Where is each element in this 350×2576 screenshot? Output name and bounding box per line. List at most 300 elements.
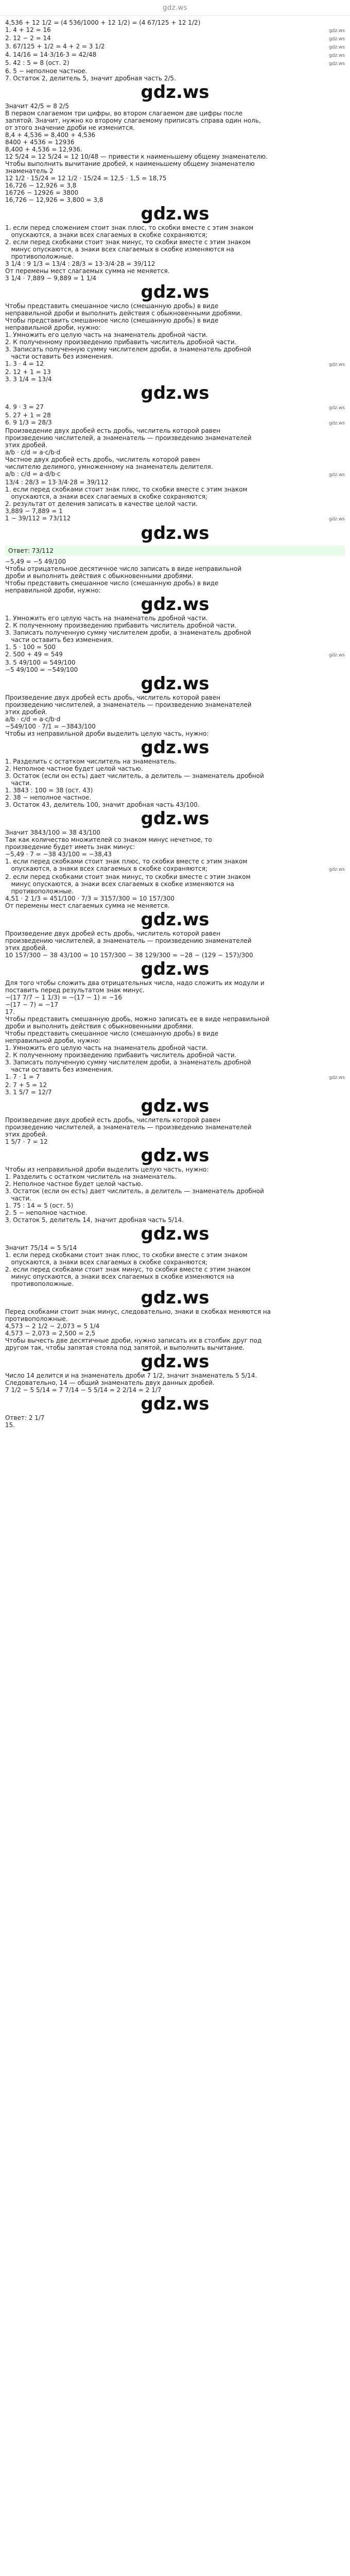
solution-line [5,1244,345,1251]
solution-line [5,1308,345,1315]
solution-line [5,1173,345,1180]
solution-line [5,794,345,801]
line-text: 2. К полученному произведению прибавить числитель дробной части. [5,1052,237,1059]
solution-line [5,1421,345,1429]
solution-line [5,558,345,565]
line-text: Чтобы из неправильной дроби выделить целую часть, нужно: [5,1166,209,1173]
line-text: 17. [5,1008,15,1015]
line-text: 3. Остаток (если он есть) дает числитель, а делитель — знаменатель дробной [5,1188,264,1195]
line-text: 2. К полученному произведению прибавить числитель дробной части. [5,622,237,629]
line-text: минус опускаются, а знаки всех слагаемых в скобке изменяются на [5,246,234,253]
line-text: В первом слагаемом три цифры, во втором слагаемом две цифры после [5,110,243,117]
line-text: −5,49 · 7 = −38 43/100 = −38,43 [5,851,112,858]
solution-line [5,376,345,383]
line-text: этих дробей. [5,708,47,716]
solution-line [5,239,345,246]
line-text: Чтобы представить смешанное число (смешанную дробь) в виде [5,1030,219,1037]
line-text: 4,51 · 2 1/3 = 451/100 · 7/3 = 3157/300 = 10 157/300 [5,895,175,902]
solution-line [5,651,345,659]
line-text: 1. 4 + 12 = 16 [5,26,51,33]
line-text: 1. если перед скобками стоит знак плюс, то скобки вместе с этим знаком [5,1251,248,1259]
line-text: 1. если перед скобками стоит знак плюс, то скобки вместе с этим знаком [5,858,248,865]
solution-line [5,730,345,737]
watermark: gdz.ws [141,594,209,615]
solution-line [5,1315,345,1323]
line-text: 3. 3 1/4 = 13/4 [5,376,52,383]
line-text: 2. 5 − неполное частное. [5,1209,87,1216]
solution-line [5,873,345,880]
solution-line [5,836,345,843]
line-text: −5,49 = −5 49/100 [5,558,66,565]
solution-line [5,167,345,175]
solution-line [5,67,345,75]
watermark-small: gdz.ws [328,37,345,42]
solution-line [5,479,345,486]
solution-line [5,1138,345,1145]
solution-line [5,160,345,167]
line-text: −(17 − 7) = −17 [5,1001,59,1008]
line-text: части. [5,1195,32,1202]
solution-line [5,463,345,470]
watermark: gdz.ws [141,737,209,758]
line-text: Чтобы представить смешанное число (смешанную дробь) в виде [5,302,219,310]
solution-line [5,1216,345,1224]
solution-line [5,1386,345,1394]
solution-line [5,486,345,493]
watermark: gdz.ws [141,82,209,103]
solution-line [5,231,345,239]
solution-line [5,267,345,275]
line-text: 4. 9 · 3 = 27 [5,403,44,411]
solution-line [5,1023,345,1030]
line-text: 2. результат от деления записать в качестве целой части. [5,500,198,507]
solution-line [5,1166,345,1173]
watermark: gdz.ws [141,1351,209,1372]
line-text: 4. 14/16 = 14·3/16·3 = 42/48 [5,51,97,58]
line-text: минус опускаются, а знаки всех слагаемых в скобке изменяются на [5,1273,234,1280]
line-text: Произведение двух дробей есть дробь, числитель которой равен [5,1116,221,1124]
line-text: 2. Неполное частное будет целой частью. [5,765,143,772]
line-text: 5. 42 : 5 = 8 (ост. 2) [5,59,69,66]
line-text: Чтобы представить смешанное число (смешанную дробь) в виде [5,580,219,587]
solution-line [5,51,345,59]
header [0,0,350,16]
solution-line [5,317,345,324]
watermark-small: gdz.ws [328,1075,345,1080]
solution-line [5,765,345,772]
line-text: 2. 12 − 2 = 14 [5,35,51,42]
line-text: 4,573 − 2 1/2 − 2,073 = 5 1/4 [5,1323,100,1330]
solution-line [5,75,345,82]
line-text: 2. Неполное частное будет целой частью. [5,1180,143,1188]
line-text: опускаются, а знаки всех слагаемых в скобке сохраняются; [5,865,208,872]
solution-line [5,758,345,765]
line-text: другом так, чтобы запятая стояла под запятой, и выполнить вычитание. [5,1344,245,1351]
watermark: gdz.ws [141,1394,209,1414]
line-text: 1. Умножить его целую часть на знаменатель дробной части. [5,615,208,622]
line-text: противоположные. [5,1315,68,1323]
line-text: 1. 7 · 1 = 7 [5,1073,40,1080]
line-text: 2. 12 + 1 = 13 [5,368,51,376]
solution-line [5,515,345,523]
solution-line [5,456,345,463]
line-text: 16,726 − 12,926 = 3,800 = 3,8 [5,196,103,204]
solution-line [5,1259,345,1266]
solution-line [5,434,345,442]
line-text: a/b · c/d = a·c/b·d [5,716,61,723]
line-text: 16,726 − 12,926 = 3,8 [5,182,77,189]
solution-line [5,1073,345,1081]
solution-line [5,1251,345,1259]
watermark: gdz.ws [141,808,209,829]
line-text: неправильной дроби, нужно: [5,587,101,594]
solution-line [5,35,345,43]
site-logo[interactable]: gdz.ws [163,4,187,12]
solution-line [5,902,345,909]
solution-line [5,1414,345,1421]
solution-line [5,1081,345,1089]
watermark: gdz.ws [141,1287,209,1308]
solution-content [0,16,350,1429]
solution-line [5,1379,345,1386]
solution-line [5,324,345,331]
solution-line [5,643,345,651]
line-text: Следовательно, 14 — общий знаменатель двух данных дробей. [5,1379,215,1386]
line-text: 1. Разделить с остатком числитель на знаменатель. [5,758,177,765]
watermark: gdz.ws [141,204,209,224]
solution-line [5,139,345,146]
line-text: 3. 67/125 + 1/2 = 4 + 2 = 3 1/2 [5,43,105,50]
solution-line [5,1323,345,1330]
solution-line [5,182,345,189]
line-text: 3. 5 49/100 = 549/100 [5,659,76,666]
line-text: Чтобы из неправильной дроби выделить целую часть, нужно: [5,730,209,737]
solution-line [5,117,345,124]
watermark: gdz.ws [141,959,209,979]
solution-line [5,880,345,888]
line-text: 15. [5,1421,15,1429]
solution-line [5,895,345,902]
solution-line [5,587,345,594]
solution-line [5,952,345,959]
line-text: −5 49/100 = −549/100 [5,666,78,673]
solution-line [5,701,345,708]
line-text: 6. 9 1/3 = 28/3 [5,419,52,426]
watermark: gdz.ws [141,673,209,694]
line-text: неправильной дроби, нужно: [5,1037,101,1044]
line-text: 13/4 : 28/3 = 13·3/4·28 = 39/112 [5,479,109,486]
solution-line [5,43,345,51]
line-text: −549/100 · 7/1 = −3843/100 [5,723,96,730]
line-text: Чтобы вычесть две десятичные дроби, нужно записать их в столбик друг под [5,1337,262,1344]
line-text: 3 1/4 · 7,889 − 9,889 = 1 1/4 [5,275,97,282]
watermark: gdz.ws [141,909,209,930]
solution-line [5,694,345,701]
line-text: 1 5/7 · 7 = 12 [5,1138,48,1145]
line-text: Чтобы представить смешанную дробь, можно записать ее в виде неправильной [5,1015,270,1023]
solution-line [5,865,345,873]
solution-line [5,565,345,572]
line-text: 1. если перед скобками стоит знак плюс, то скобки вместе с этим знаком [5,486,248,493]
line-text: 3. Записать полученную сумму числителем дроби, а знаменатель дробной [5,1059,251,1066]
solution-line [5,1124,345,1131]
line-text: Произведение двух дробей есть дробь, числитель которой равен [5,694,221,701]
solution-line [5,666,345,673]
line-text: Значит 42/5 = 8 2/5 [5,103,69,110]
line-text: дроби и выполнить действия с обыкновенными дробями. [5,572,194,580]
solution-line [5,615,345,622]
solution-line [5,572,345,580]
solution-line [5,260,345,267]
line-text: 1 − 39/112 = 73/112 [5,515,71,522]
solution-line [5,1052,345,1059]
line-text: части оставить без изменения. [5,1066,113,1073]
solution-line [5,858,345,865]
solution-line [5,937,345,944]
solution-line [5,310,345,317]
answer-line: Ответ: 73/112 [5,546,345,556]
solution-line [5,1044,345,1052]
line-text: Число 14 делится и на знаменатель дроби 7 1/2, значит знаменатель 5 5/14. [5,1372,257,1379]
line-text: 7. Остаток 2, делитель 5, значит дробная часть 2/5. [5,75,176,82]
line-text: 12 5/24 = 12 5/24 = 12 10/48 — привести к наименьшему общему знаменателю. [5,153,268,160]
watermark: gdz.ws [141,1096,209,1116]
line-text: 12 1/2 · 15/24 = 12 1/2 · 15/24 = 12,5 · 1,5 = 18,75 [5,175,167,182]
solution-line [5,26,345,35]
line-text: неправильной дроби и выполнить действия с обыкновенными дробями. [5,310,242,317]
solution-line [5,449,345,456]
solution-line [5,1089,345,1096]
line-text: 1. 3 · 4 = 12 [5,360,44,367]
solution-line [5,1180,345,1188]
solution-line [5,843,345,851]
solution-line [5,987,345,994]
line-text: Чтобы отрицательное десятичное число записать в виде неправильной [5,565,242,572]
line-text: Чтобы представить смешанное число (смешанную дробь) в виде [5,317,219,324]
solution-line [5,124,345,131]
line-text: произведение будет иметь знак минус: [5,843,135,851]
line-text: 3. Записать полученную сумму числителем дроби, а знаменатель дробной [5,629,251,636]
watermark: gdz.ws [141,1145,209,1166]
line-text: 3,889 − 7,889 = 1 [5,507,63,515]
watermark: gdz.ws [141,383,209,403]
line-text: 2. 500 + 49 = 549 [5,651,63,658]
line-text: неправильной дроби, нужно: [5,324,101,331]
line-text: противоположные. [5,253,74,260]
line-text: 3. Записать полученную сумму числителем дроби, а знаменатель дробной [5,346,251,353]
watermark-small: gdz.ws [328,61,345,66]
solution-line [5,888,345,895]
solution-line [5,979,345,987]
line-text: 10 157/300 − 38 43/100 = 10 157/300 − 38 129/300 = −28 − (129 − 157)/300 [5,952,253,959]
line-text: 2. если перед скобками стоит знак минус, то скобки вместе с этим знаком [5,239,251,246]
line-text: дроби и выполнить действия с обыкновенными дробями. [5,1023,194,1030]
solution-line [5,723,345,730]
solution-line [5,1188,345,1195]
solution-line [5,1344,345,1351]
line-text: Перед скобками стоит знак минус, следовательно, знаки в скобках меняются на [5,1308,271,1315]
solution-line [5,331,345,338]
solution-line [5,427,345,434]
line-text: опускаются, а знаки всех слагаемых в скобке сохраняются; [5,493,208,500]
line-text: произведению числителей, а знаменатель — произведению знаменателей [5,434,252,442]
line-text: 2. если перед скобками стоит знак минус, то скобки вместе с этим знаком [5,873,251,880]
solution-line [5,412,345,419]
solution-line [5,636,345,643]
solution-line [5,1330,345,1337]
line-text: a/b · c/d = a·c/b·d [5,449,61,456]
watermark-small: gdz.ws [328,28,345,33]
solution-line [5,196,345,204]
solution-line [5,338,345,346]
line-text: 2. К полученному произведению прибавить числитель дробной части. [5,338,237,346]
line-text: Значит 3843/100 = 38 43/100 [5,829,101,836]
solution-line [5,59,345,67]
line-text: a/b : c/d = a·d/b·c [5,470,61,478]
line-text: минус опускаются, а знаки всех слагаемых в скобке изменяются на [5,880,234,888]
solution-line [5,801,345,808]
solution-line [5,622,345,629]
solution-line [5,1209,345,1216]
solution-line [5,1008,345,1015]
line-text: 1. 75 : 14 = 5 (ост. 5) [5,1202,74,1209]
watermark-small: gdz.ws [328,421,345,426]
line-text: противоположные. [5,888,74,895]
solution-line [5,103,345,110]
solution-line [5,659,345,666]
solution-line [5,1266,345,1273]
solution-line [5,1280,345,1287]
watermark-small: gdz.ws [328,45,345,50]
solution-line [5,470,345,479]
line-text: 4,536 + 12 1/2 = (4 536/1000 + 12 1/2) = (4 67/125 + 12 1/2) [5,19,201,26]
watermark: gdz.ws [141,282,209,302]
line-text: От перемены мест слагаемых сумма не меняется. [5,902,170,909]
solution-line [5,368,345,376]
solution-line [5,419,345,427]
line-text: 4,573 − 2,073 = 2,500 = 2,5 [5,1330,96,1337]
watermark-small: gdz.ws [328,53,345,58]
line-text: 3. Остаток 5, делитель 14, значит дробная часть 5/14. [5,1216,184,1224]
solution-line [5,153,345,160]
solution-line [5,346,345,353]
solution-line [5,629,345,636]
line-text: числителю делимого, умноженному на знаменатель делителя. [5,463,213,470]
solution-line [5,1337,345,1344]
solution-line [5,302,345,310]
watermark-small: gdz.ws [328,472,345,478]
line-text: Значит 75/14 = 5 5/14 [5,1244,77,1251]
line-text: знаменатель 2 [5,167,54,175]
solution-line [5,829,345,836]
line-text: произведению числителей, а знаменатель — произведению знаменателей [5,937,252,944]
solution-line [5,131,345,139]
solution-line [5,500,345,507]
solution-line [5,360,345,368]
solution-line [5,493,345,500]
line-text: этих дробей. [5,1131,47,1138]
line-text: опускаются, а знаки всех слагаемых в скобке сохраняются; [5,231,208,239]
line-text: 7 1/2 − 5 5/14 = 7 7/14 − 5 5/14 = 2 2/14 = 2 1/7 [5,1386,162,1394]
watermark-small: gdz.ws [328,867,345,872]
solution-line [5,19,345,26]
solution-line [5,253,345,260]
solution-line [5,787,345,794]
line-text: произведению числителей, а знаменатель — произведению знаменателей [5,1124,252,1131]
line-text: 16726 − 12926 = 3800 [5,189,79,196]
line-text: Частное двух дробей есть дробь, числитель которой равен [5,456,200,463]
solution-line [5,1372,345,1379]
solution-line [5,146,345,153]
line-text: 3. Остаток (если он есть) дает числитель, а делитель — знаменатель дробной [5,772,264,779]
solution-line [5,1030,345,1037]
solution-line [5,994,345,1001]
line-text: 2. 38 − неполное частное. [5,794,92,801]
line-text: 2. 7 + 5 = 12 [5,1081,47,1089]
line-text: 3 1/4 : 9 1/3 = 13/4 : 28/3 = 13·3/4·28 = 39/112 [5,260,155,267]
watermark-small: gdz.ws [328,653,345,658]
line-text: 1. 3843 : 100 = 38 (ост. 43) [5,787,93,794]
solution-line [5,930,345,937]
solution-line [5,1116,345,1124]
solution-line [5,1202,345,1209]
solution-line [5,716,345,723]
line-text: 1. 5 · 100 = 500 [5,643,56,651]
watermark-small: gdz.ws [328,405,345,411]
line-text: 1. если перед сложением стоит знак плюс, то скобки вместе с этим знаком [5,224,254,231]
solution-line [5,189,345,196]
solution-line [5,275,345,282]
solution-line [5,1015,345,1023]
line-text: 3. 1 5/7 = 12/7 [5,1089,52,1096]
line-text: Произведение двух дробей есть дробь, числитель которой равен [5,427,221,434]
solution-line [5,1195,345,1202]
line-text: 8,4 + 4,536 = 8,400 + 4,536 [5,131,96,139]
line-text: от этого значение дроби не изменится. [5,124,135,131]
solution-line [5,1273,345,1280]
line-text: −(17 7/7 − 1 1/3) = −(17 − 1) = −16 [5,994,122,1001]
solution-line [5,779,345,787]
solution-line [5,708,345,716]
solution-line [5,403,345,412]
solution-line [5,1037,345,1044]
line-text: части оставить без изменения. [5,636,113,643]
solution-line [5,442,345,449]
watermark-small: gdz.ws [328,362,345,367]
line-text: 3. Остаток 43, делитель 100, значит дробная часть 43/100. [5,801,200,808]
line-text: 8,400 + 4,536 = 12,936. [5,146,82,153]
line-text: 8400 + 4536 = 12936 [5,139,75,146]
solution-line [5,772,345,779]
solution-line [5,851,345,858]
line-text: произведению числителей, а знаменатель — произведению знаменателей [5,701,252,708]
solution-line [5,110,345,117]
line-text: 1. Умножить его целую часть на знаменатель дробной части. [5,1044,208,1052]
line-text: 2. если перед скобками стоит знак минус, то скобки вместе с этим знаком [5,1266,251,1273]
solution-line [5,175,345,182]
solution-line [5,944,345,952]
line-text: запятой. Значит, нужно ко второму слагаемому приписать справа один ноль, [5,117,261,124]
solution-line [5,1001,345,1008]
line-text: 5. 27 + 1 = 28 [5,412,51,419]
line-text: этих дробей. [5,442,47,449]
line-text: 1. Умножить его целую часть на знаменатель дробной части. [5,331,208,338]
line-text: поставить перед результатом знак минус. [5,987,145,994]
solution-line [5,1131,345,1138]
line-text: 1. Разделить с остатком числитель на знаменатель. [5,1173,177,1180]
line-text: этих дробей. [5,944,47,952]
line-text: опускаются, а знаки всех слагаемых в скобке сохраняются; [5,1259,208,1266]
